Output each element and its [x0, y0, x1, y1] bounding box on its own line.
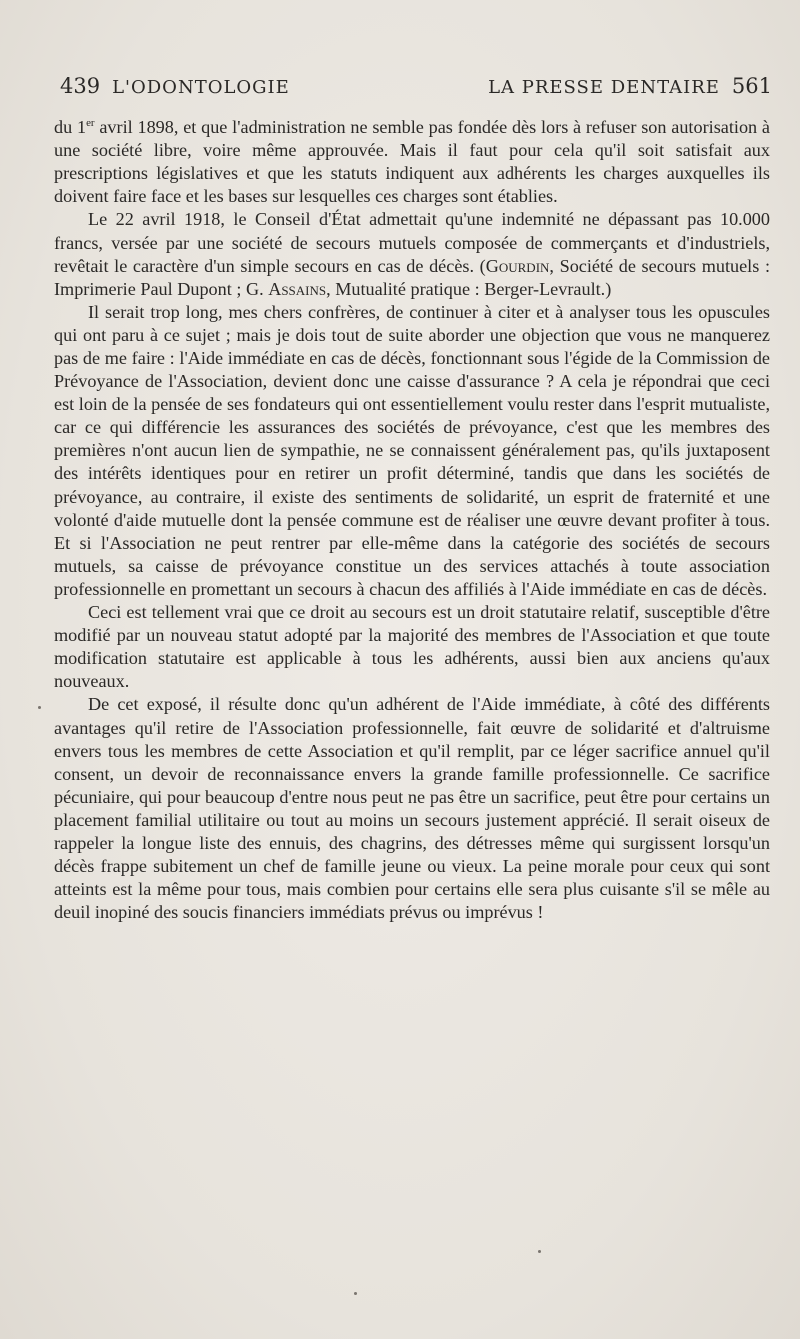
author-name: Gourdin	[485, 255, 550, 276]
left-page-number: 439	[60, 74, 101, 98]
header-left	[60, 74, 290, 98]
right-page-number: 561	[731, 74, 772, 98]
margin-speck	[354, 1292, 357, 1295]
paragraph: De cet exposé, il résulte donc qu'un adhérent de l'Aide immédiate, à côté des différents avantages qu'il retire de l'Association professionnelle, fait œuvre de solidarité et d'altruisme envers tous les membres de cette Association et qu'il remplit, par ce léger sacrifice annuel qu'il consent, un devoir de reconnaissance envers la grande famille professionnelle. Ce sacrifice pécuniaire, qui pour beaucoup d'entre nous peut ne pas être un sacrifice, peut être pour certains un placement familial utilitaire ou tout au moins un secours justement apprécié. Il serait oiseux de rappeler la longue liste des ennuis, des chagrins, des détresses même qui surgissent lorsqu'un décès frappe subitement un chef de famille jeune ou vieux. La peine morale pour ceux qui sont atteints est la même pour tous, mais combien pour certains elle sera plus cuisante s'il se mêle au deuil inopiné des soucis financiers immédiats prévus ou imprévus !	[54, 694, 770, 923]
section-title: LA PRESSE DENTAIRE	[488, 77, 720, 98]
paragraph: du 1er avril 1898, et que l'administration ne semble pas fondée dès lors à refuser son autorisation à une société libre, voire même approuvée. Mais il faut pour cela qu'il soit satisfait aux prescriptions législatives et que les statuts indiquent aux adhérents les charges auxquelles ils doivent faire face et les bases sur lesquelles ces charges sont établies.	[54, 117, 770, 207]
paragraph: Ceci est tellement vrai que ce droit au secours est un droit statutaire relatif, susceptible d'être modifié par un nouveau statut adopté par la majorité des membres de l'Association et que toute modification statutaire est applicable à tous les adhérents, aussi bien aux anciens qu'aux nouveaux.	[54, 602, 770, 692]
article-body	[54, 112, 770, 924]
margin-speck	[38, 706, 41, 709]
paragraph-text: , Mutualité pratique : Berger-Levrault.)	[326, 278, 612, 299]
journal-title: L'ODONTOLOGIE	[112, 77, 290, 98]
running-header	[60, 74, 772, 98]
margin-speck	[538, 1250, 541, 1253]
paragraph-text: Le 22 avril 1918, le Conseil d'État admettait qu'une indemnité ne dépassant pas 10.000 francs, versée par une société de secours mutuels composée de commerçants et d'industriels, revêtait le caractère d'un simple secours en cas de décès. (	[54, 209, 770, 276]
paragraph	[54, 208, 770, 300]
paragraph: Il serait trop long, mes chers confrères, de continuer à citer et à analyser tous les opuscules qui ont paru à ce sujet ; mais je dois tout de suite aborder une objection que vous ne manquerez pas de me faire : l'Aide immédiate en cas de décès, fonctionnant sous l'égide de la Commission de Prévoyance de l'Association, devient donc une caisse d'assurance ? A cela je répondrai que ceci est loin de la pensée de ses fondateurs qui ont essentiellement voulu rester dans l'esprit mutualiste, car ce qui différencie les assurances des sociétés de prévoyance, c'est que les membres des premières n'ont aucun lien de sympathie, ne se connaissent généralement pas, qu'ils juxtaposent des intérêts identiques pour en retirer un profit déterminé, tandis que dans les sociétés de prévoyance, au contraire, il existe des sentiments de solidarité, un esprit de fraternité et une volonté d'aide mutuelle dont la pensée commune est de réaliser une œuvre devant profiter à tous. Et si l'Association ne peut rentrer par elle-même dans la catégorie des sociétés de secours mutuels, sa caisse de prévoyance constitue un des services attachés à toute association professionnelle en promettant un secours à chacun des affiliés à l'Aide immédiate en cas de décès.	[54, 301, 770, 599]
paragraph-text: , Société de secours mutuels : Imprimerie Paul Dupont ; G.	[54, 255, 770, 299]
header-right	[488, 74, 772, 98]
author-name: Assains	[268, 278, 327, 299]
